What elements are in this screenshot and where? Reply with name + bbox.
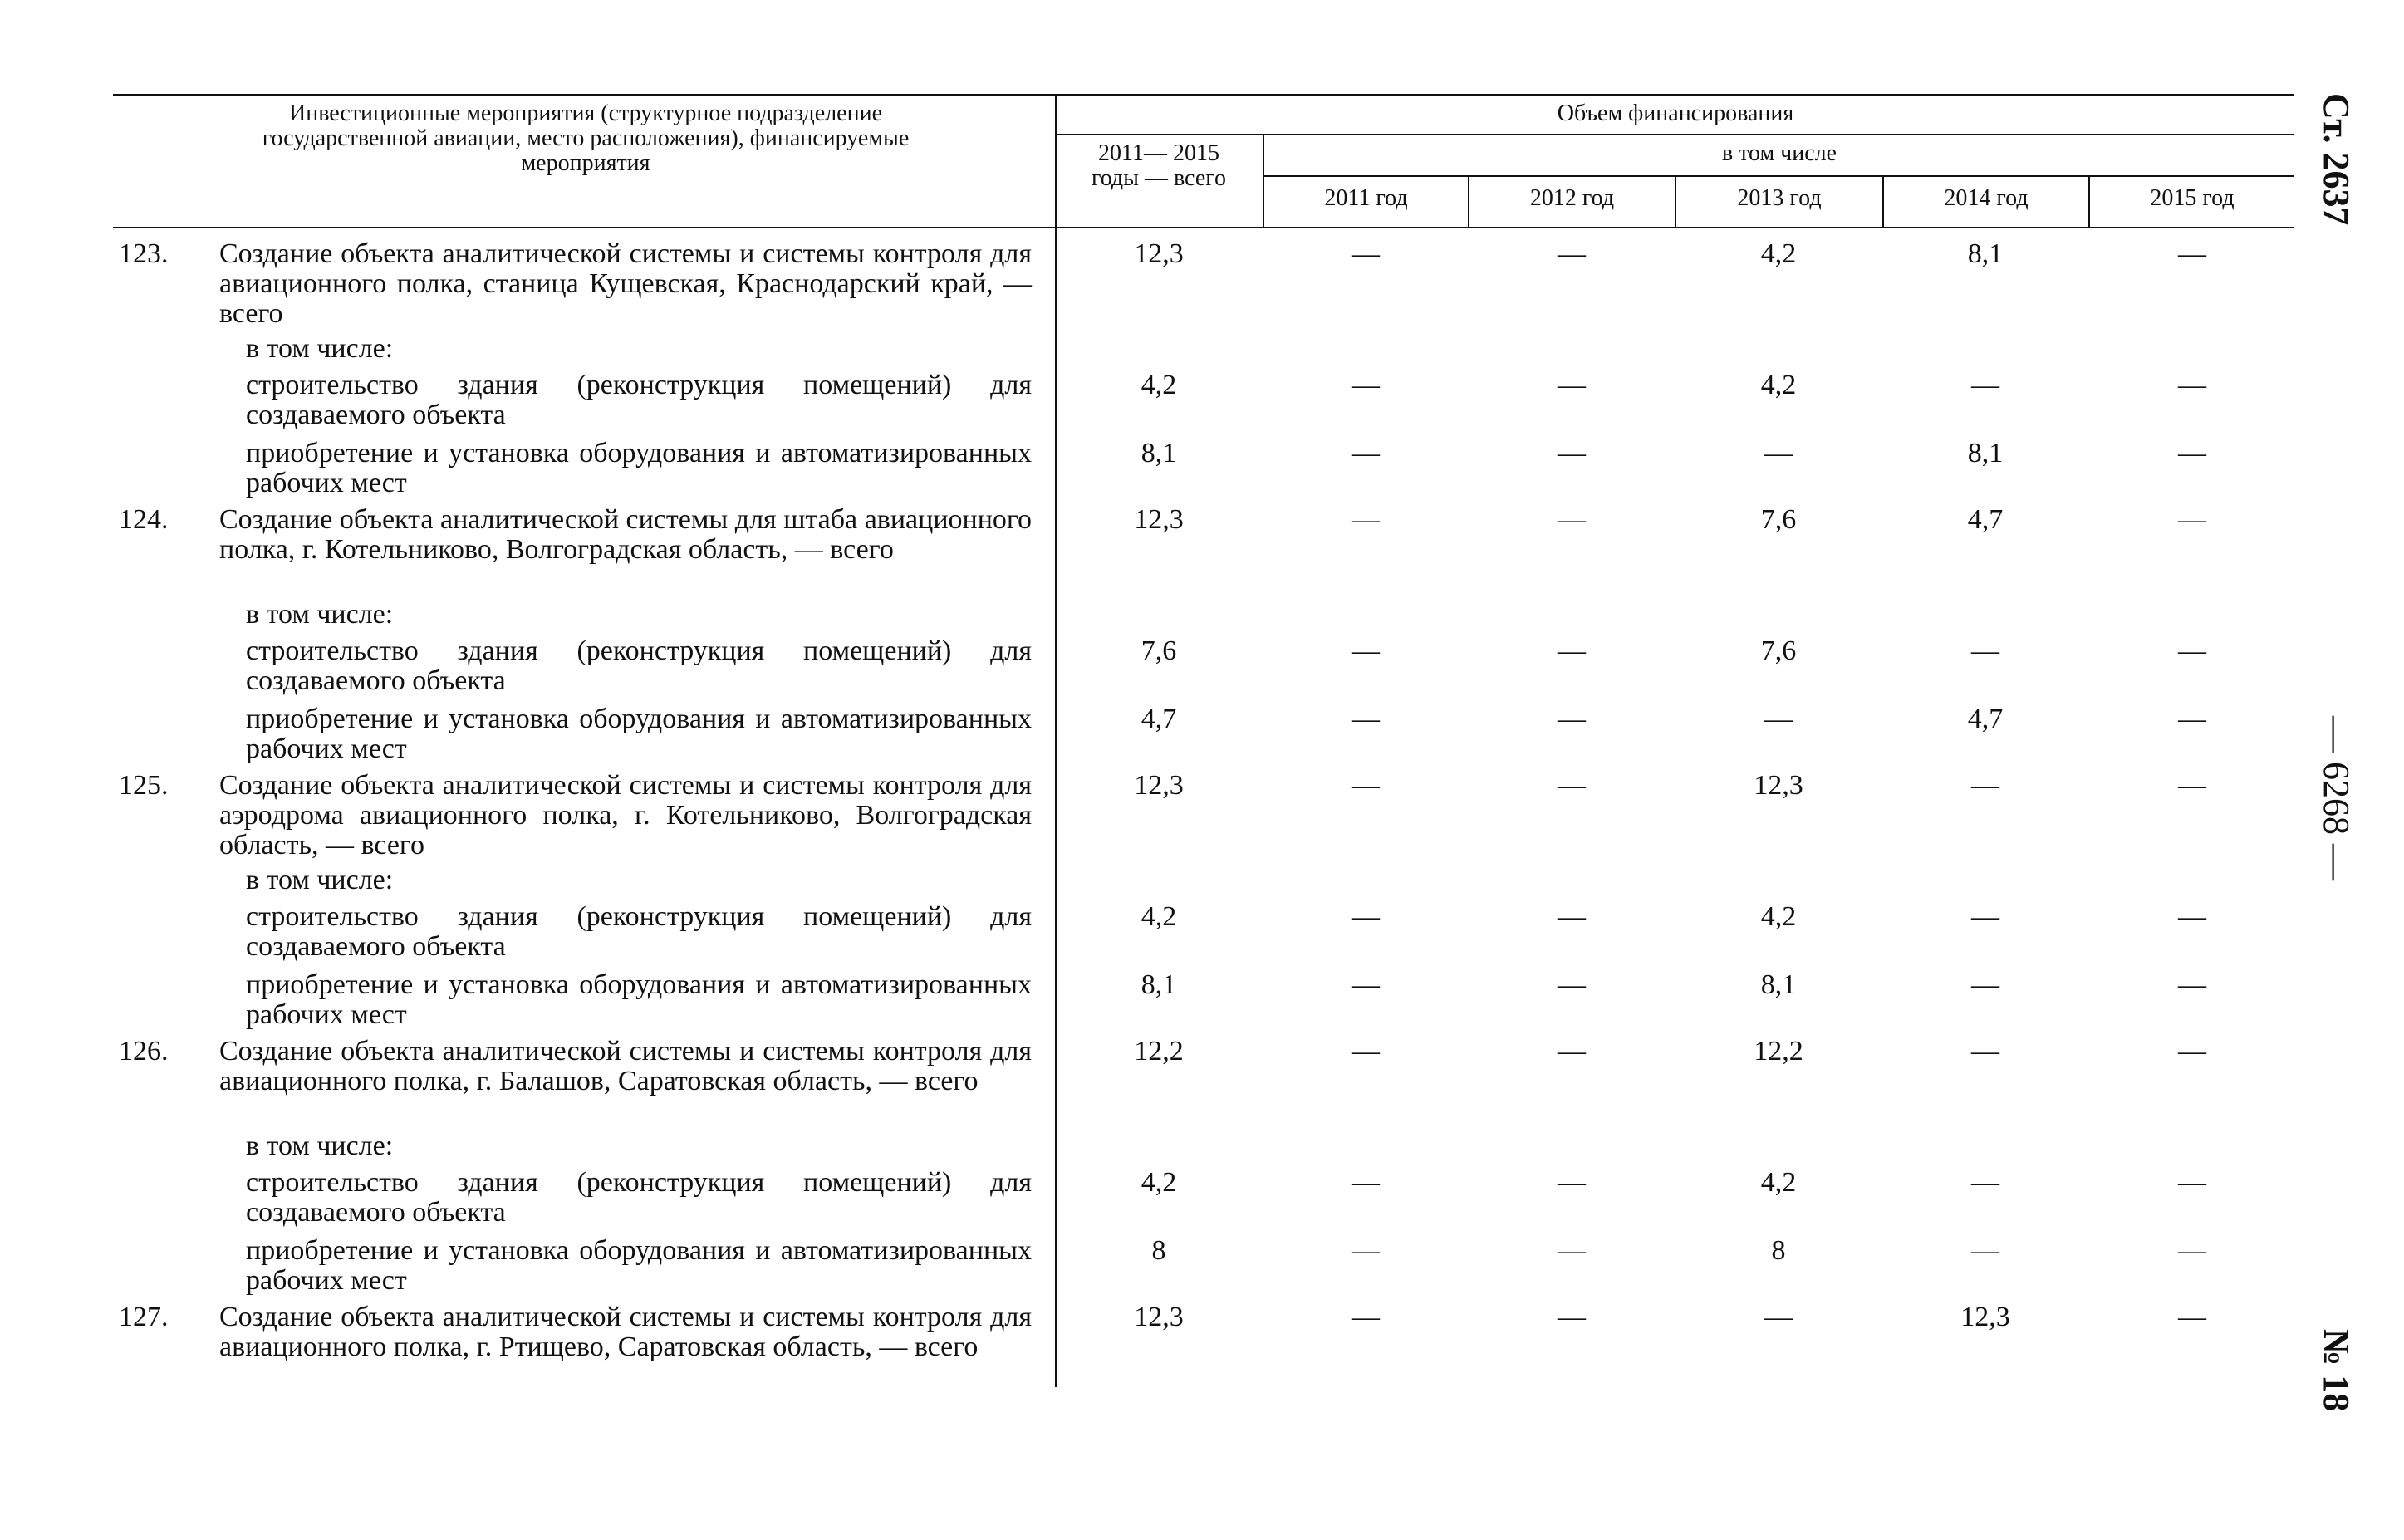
cell-y2014: —: [1971, 901, 1999, 932]
cell-y2014: —: [1971, 635, 1999, 666]
cell-y2014: —: [1971, 1167, 1999, 1198]
cell-y2014: —: [1971, 370, 1999, 400]
cell-y2014: —: [1971, 1036, 1999, 1067]
cell-y2012: —: [1558, 438, 1586, 468]
cell-y2012: —: [1558, 1167, 1586, 1198]
cell-y2013: —: [1764, 438, 1793, 468]
row-sub-description: приобретение и установка оборудования и автоматизированных рабочих мест: [246, 969, 1032, 1030]
page-number: — 6268 —: [2316, 716, 2357, 880]
cell-total: 8,1: [1141, 969, 1177, 1000]
cell-y2014: 4,7: [1967, 704, 2004, 734]
cell-y2012: —: [1558, 238, 1586, 269]
row-number: 125.: [119, 770, 169, 801]
row-number: 126.: [119, 1036, 169, 1067]
header-year-2013: 2013 год: [1737, 185, 1822, 211]
cell-y2015: —: [2178, 969, 2206, 1000]
header-including: в том числе: [1721, 140, 1837, 166]
cell-y2012: —: [1558, 1235, 1586, 1266]
cell-y2012: —: [1558, 901, 1586, 932]
row-sub-description: строительство здания (реконструкция помещений) для создаваемого объекта: [246, 901, 1032, 962]
row-sub-description: приобретение и установка оборудования и автоматизированных рабочих мест: [246, 704, 1032, 764]
cell-y2012: —: [1558, 370, 1586, 400]
cell-y2013: 8: [1771, 1235, 1786, 1266]
column-divider-description: [1055, 94, 1057, 1387]
cell-y2011: —: [1352, 438, 1380, 468]
cell-y2015: —: [2178, 504, 2206, 535]
cell-y2015: —: [2178, 1235, 2206, 1266]
cell-y2011: —: [1352, 635, 1380, 666]
row-sub-description: приобретение и установка оборудования и автоматизированных рабочих мест: [246, 438, 1032, 498]
cell-y2011: —: [1352, 1167, 1380, 1198]
cell-total: 12,3: [1134, 1302, 1184, 1332]
cell-total: 4,2: [1141, 901, 1177, 932]
cell-y2012: —: [1558, 1302, 1586, 1332]
cell-y2011: —: [1352, 704, 1380, 734]
page-ref: Ст. 2637: [2316, 93, 2357, 226]
row-sub-description: строительство здания (реконструкция помещений) для создаваемого объекта: [246, 1167, 1032, 1228]
cell-y2015: —: [2178, 438, 2206, 468]
cell-y2014: 8,1: [1967, 238, 2004, 269]
header-financing-rule: [1055, 134, 2294, 135]
cell-y2014: —: [1971, 969, 1999, 1000]
header-year-2012: 2012 год: [1529, 185, 1615, 211]
cell-total: 8,1: [1141, 438, 1177, 468]
cell-total: 12,3: [1134, 504, 1184, 535]
cell-y2012: —: [1558, 969, 1586, 1000]
cell-y2014: 8,1: [1967, 438, 2004, 468]
cell-y2013: —: [1764, 1302, 1793, 1332]
row-description: Создание объекта аналитической системы и системы контроля для авиационного полка, г. Ртищево, Саратовская область, — всего: [219, 1302, 1032, 1362]
cell-total: 12,2: [1134, 1036, 1184, 1067]
cell-total: 12,3: [1134, 238, 1184, 269]
cell-y2014: 12,3: [1960, 1302, 2010, 1332]
cell-y2012: —: [1558, 704, 1586, 734]
cell-y2013: 4,2: [1760, 1167, 1797, 1198]
cell-total: 4,2: [1141, 1167, 1177, 1198]
row-description: Создание объекта аналитической системы и системы контроля для авиационного полка, г. Балашов, Саратовская область, — всего: [219, 1036, 1032, 1096]
cell-total: 12,3: [1134, 770, 1184, 801]
cell-total: 4,2: [1141, 370, 1177, 400]
row-subheading: в том числе:: [246, 1130, 394, 1161]
cell-y2013: 7,6: [1760, 504, 1797, 535]
cell-y2013: 12,3: [1754, 770, 1803, 801]
header-description: Инвестиционные мероприятия (структурное подразделение государственной авиации, место расположения), финансируемые мероприятия: [262, 101, 910, 176]
cell-y2013: —: [1764, 704, 1793, 734]
row-number: 123.: [119, 238, 169, 269]
cell-y2015: —: [2178, 635, 2206, 666]
cell-y2014: 4,7: [1967, 504, 2004, 535]
cell-y2011: —: [1352, 969, 1380, 1000]
header-year-2014: 2014 год: [1944, 185, 2029, 211]
cell-y2015: —: [2178, 1167, 2206, 1198]
cell-y2013: 8,1: [1760, 969, 1797, 1000]
row-subheading: в том числе:: [246, 865, 394, 895]
cell-y2011: —: [1352, 1235, 1380, 1266]
cell-total: 7,6: [1141, 635, 1177, 666]
cell-y2015: —: [2178, 238, 2206, 269]
header-including-rule: [1263, 175, 2294, 177]
row-subheading: в том числе:: [246, 599, 394, 630]
cell-y2013: 12,2: [1754, 1036, 1803, 1067]
cell-y2012: —: [1558, 770, 1586, 801]
cell-y2015: —: [2178, 901, 2206, 932]
cell-y2012: —: [1558, 635, 1586, 666]
header-financing: Объем финансирования: [1557, 101, 1794, 126]
cell-y2011: —: [1352, 238, 1380, 269]
cell-y2013: 4,2: [1760, 370, 1797, 400]
header-bottom-rule: [113, 227, 2294, 228]
row-sub-description: строительство здания (реконструкция помещений) для создаваемого объекта: [246, 370, 1032, 430]
cell-y2011: —: [1352, 504, 1380, 535]
cell-y2012: —: [1558, 1036, 1586, 1067]
row-description: Создание объекта аналитической системы и системы контроля для аэродрома авиационного полка, г. Котельниково, Волгоградская область, — всего: [219, 770, 1032, 861]
cell-y2011: —: [1352, 1302, 1380, 1332]
header-top-rule: [113, 94, 2294, 96]
cell-y2013: 4,2: [1760, 238, 1797, 269]
cell-y2015: —: [2178, 1302, 2206, 1332]
cell-y2013: 7,6: [1760, 635, 1797, 666]
row-number: 127.: [119, 1302, 169, 1332]
cell-y2011: —: [1352, 1036, 1380, 1067]
cell-y2014: —: [1971, 770, 1999, 801]
cell-y2015: —: [2178, 770, 2206, 801]
row-sub-description: строительство здания (реконструкция помещений) для создаваемого объекта: [246, 635, 1032, 696]
cell-y2011: —: [1352, 370, 1380, 400]
cell-y2013: 4,2: [1760, 901, 1797, 932]
cell-y2012: —: [1558, 504, 1586, 535]
header-total: 2011— 2015 годы — всего: [1091, 140, 1227, 191]
row-subheading: в том числе:: [246, 333, 394, 364]
cell-y2015: —: [2178, 704, 2206, 734]
row-description: Создание объекта аналитической системы и системы контроля для авиационного полка, станица Кущевская, Краснодарский край, — всего: [219, 238, 1032, 329]
row-description: Создание объекта аналитической системы для штаба авиационного полка, г. Котельниково, Волгоградская область, — всего: [219, 504, 1032, 565]
cell-y2011: —: [1352, 901, 1380, 932]
cell-total: 8: [1151, 1235, 1166, 1266]
cell-total: 4,7: [1141, 704, 1177, 734]
issue-number: № 18: [2316, 1329, 2357, 1412]
header-year-2015: 2015 год: [2150, 185, 2235, 211]
cell-y2011: —: [1352, 770, 1380, 801]
row-sub-description: приобретение и установка оборудования и автоматизированных рабочих мест: [246, 1235, 1032, 1296]
row-number: 124.: [119, 504, 169, 535]
cell-y2015: —: [2178, 1036, 2206, 1067]
cell-y2015: —: [2178, 370, 2206, 400]
header-year-2011: 2011 год: [1324, 185, 1408, 211]
cell-y2014: —: [1971, 1235, 1999, 1266]
